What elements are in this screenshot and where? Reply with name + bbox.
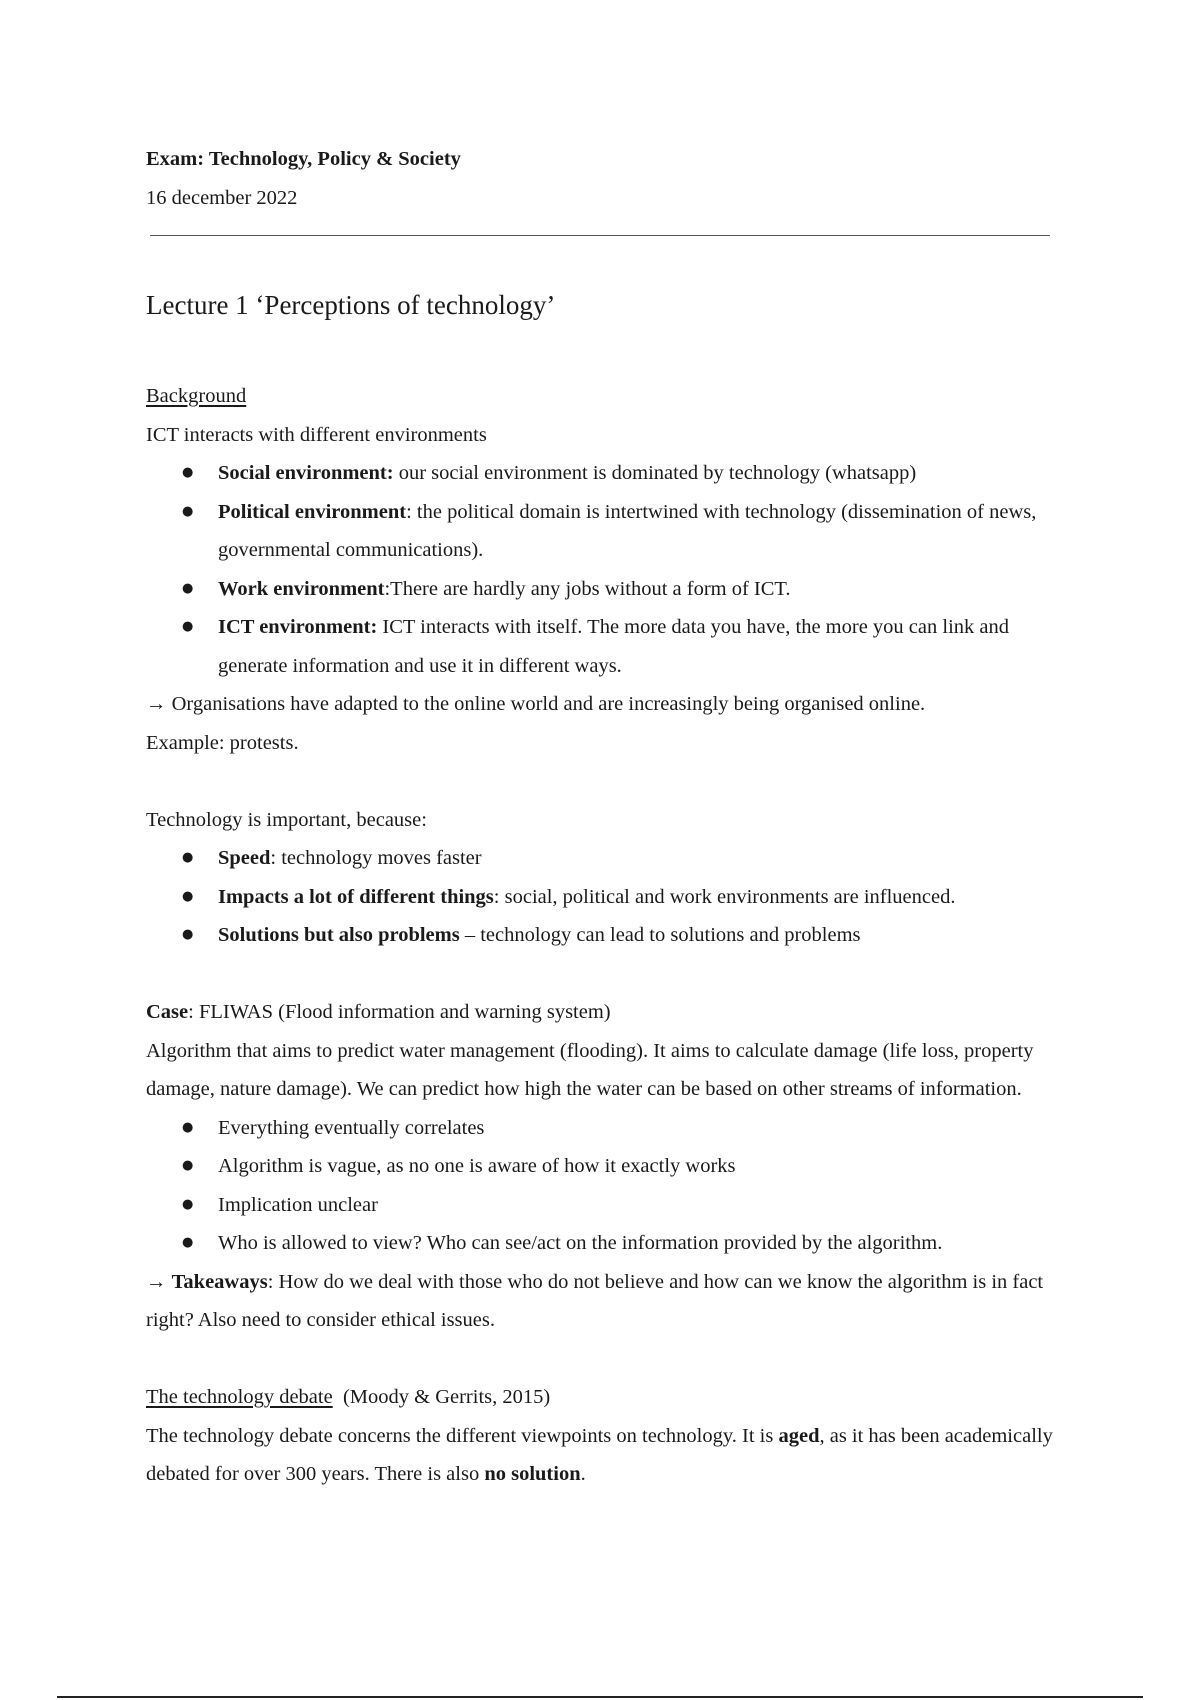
- list-item: ● Impacts a lot of different things: social, political and work environments are influenced.: [146, 878, 1056, 917]
- importance-intro: Technology is important, because:: [146, 808, 427, 831]
- case-heading: Case: FLIWAS (Flood information and warning system): [146, 1001, 611, 1023]
- list-item: ● Implication unclear: [146, 1186, 1056, 1225]
- list-item: ● Solutions but also problems – technology can lead to solutions and problems: [146, 916, 1056, 955]
- section-heading-background: Background: [146, 385, 247, 407]
- list-item: ● Political environment: the political domain is intertwined with technology (dissemination of news, governmental communications).: [146, 493, 1056, 570]
- list-item: ● Work environment:There are hardly any jobs without a form of ICT.: [146, 570, 1056, 609]
- document-page: [146, 140, 1056, 1494]
- page-bottom-edge: [57, 1696, 1143, 1698]
- lecture-heading: Lecture 1 ‘Perceptions of technology’: [146, 290, 556, 320]
- background-intro: ICT interacts with different environments: [146, 423, 487, 446]
- organisations-note: → Organisations have adapted to the online world and are increasingly being organised online.: [146, 693, 926, 715]
- case-list: [146, 1109, 1056, 1263]
- environment-list: [146, 454, 1056, 685]
- example-line: Example: protests.: [146, 731, 299, 754]
- list-item: ● Who is allowed to view? Who can see/act on the information provided by the algorithm.: [146, 1224, 1056, 1263]
- section-heading-debate: The technology debate (Moody & Gerrits, 2015): [146, 1386, 551, 1408]
- list-item: ● ICT environment: ICT interacts with itself. The more data you have, the more you can link and generate information and use it in different ways.: [146, 608, 1056, 685]
- debate-paragraph: The technology debate concerns the different viewpoints on technology. It is aged, as it has been academically debated for over 300 years. There is also no solution.: [146, 1424, 1053, 1485]
- list-item: ● Algorithm is vague, as no one is aware of how it exactly works: [146, 1147, 1056, 1186]
- document-date: 16 december 2022: [146, 186, 298, 209]
- document-title: Exam: Technology, Policy & Society: [146, 148, 461, 170]
- takeaways-paragraph: → Takeaways: How do we deal with those who do not believe and how can we know the algorithm is in fact right? Also need to consider ethical issues.: [146, 1270, 1044, 1331]
- case-description: Algorithm that aims to predict water management (flooding). It aims to calculate damage (life loss, property damage, nature damage). We can predict how high the water can be based on other streams of information.: [146, 1039, 1034, 1100]
- importance-list: [146, 839, 1056, 955]
- divider: [150, 235, 1050, 236]
- list-item: ● Social environment: our social environment is dominated by technology (whatsapp): [146, 454, 1056, 493]
- list-item: ● Everything eventually correlates: [146, 1109, 1056, 1148]
- list-item: ● Speed: technology moves faster: [146, 839, 1056, 878]
